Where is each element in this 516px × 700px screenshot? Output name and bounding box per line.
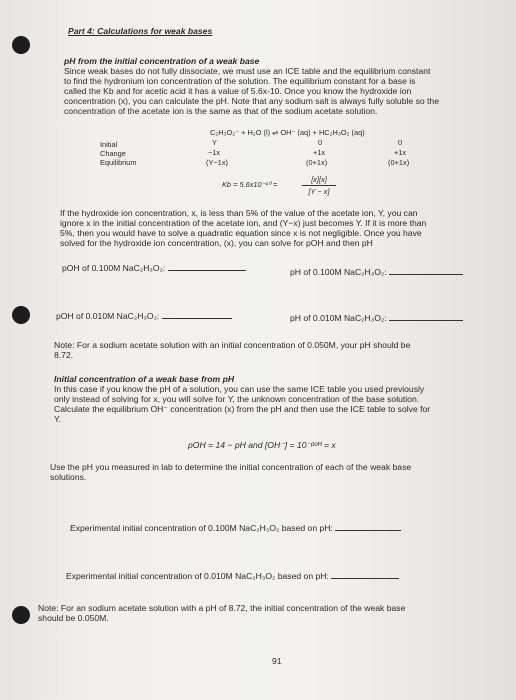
- paragraph-line: solutions.: [50, 472, 87, 482]
- paragraph-line: In this case if you know the pH of a solution, you can use the same ICE table you used previously: [54, 384, 425, 394]
- note-line: 8.72.: [54, 350, 74, 360]
- question-ph-0010: [290, 312, 463, 324]
- paragraph-line: Since weak bases do not fully dissociate, we must use an ICE table and the equilibrium constant: [64, 66, 431, 76]
- paragraph-line: concentration (x), you can calculate the pH. Note that any sodium salt is always fully soluble so the: [64, 96, 439, 106]
- note-line: Note: For an sodium acetate solution with a pH of 8.72, the initial concentration of the weak base: [38, 603, 406, 613]
- ice-cell: (Y−1x): [206, 158, 228, 167]
- ice-row-label: Change: [100, 149, 126, 158]
- binder-hole-middle: [12, 306, 30, 324]
- binder-hole-top: [12, 36, 30, 54]
- question-label: pH of 0.100M NaC₂H₃O₂:: [290, 267, 387, 277]
- paragraph-line: to find the hydronium ion concentration of the solution. The equilibrium constant for a base is: [64, 76, 416, 86]
- ice-cell: (0+1x): [306, 158, 328, 167]
- ice-row-label: Equilibrium: [100, 158, 137, 167]
- answer-blank-poh-0010[interactable]: [162, 310, 232, 319]
- ice-row-label: Initial: [100, 140, 118, 149]
- section-heading-initial-conc: Initial concentration of a weak base from pH: [54, 374, 235, 384]
- ice-cell: +1x: [394, 148, 407, 157]
- question-poh-0100: [62, 262, 246, 274]
- ice-cell: +1x: [313, 148, 326, 157]
- kb-denominator: [Y − x]: [308, 187, 330, 196]
- question-label: pOH of 0.010M NaC₂H₃O₂:: [56, 311, 160, 321]
- part-title: Part 4: Calculations for weak bases: [68, 26, 213, 36]
- kb-expression: Kb = 5.6x10⁻¹⁰ =: [222, 180, 278, 189]
- answer-blank-ph-0010[interactable]: [389, 312, 463, 321]
- page-number: 91: [272, 656, 282, 666]
- ice-cell: 0: [318, 138, 323, 147]
- paragraph-line: Y.: [54, 414, 62, 424]
- paragraph-line: 5%, then you would have to solve a quadratic equation since x is not negligible. Once you have: [60, 228, 422, 238]
- paragraph-line: only instead of solving for x, you will solve for Y, the unknown concentration of the base solution.: [54, 394, 420, 404]
- ice-cell: Y: [212, 138, 217, 147]
- answer-blank-exp-0100[interactable]: [335, 522, 401, 531]
- answer-blank-exp-0010[interactable]: [331, 570, 399, 579]
- ice-cell: −1x: [208, 148, 221, 157]
- paragraph-line: Use the pH you measured in lab to determine the initial concentration of each of the weak base: [50, 462, 412, 472]
- kb-numerator: [x][x]: [311, 175, 327, 184]
- answer-blank-ph-0100[interactable]: [389, 266, 463, 275]
- question-exp-0100: [70, 522, 401, 534]
- question-exp-0010: [66, 570, 399, 582]
- paragraph-line: Calculate the equilibrium OH⁻ concentration (x) from the pH and then use the ICE table to solve for: [54, 404, 431, 414]
- ice-cell: 0: [398, 138, 403, 147]
- question-label: Experimental initial concentration of 0.010M NaC₂H₃O₂ based on pH:: [66, 571, 329, 581]
- ice-cell: (0+1x): [388, 158, 410, 167]
- paragraph-line: ignore x in the initial concentration of the acetate ion, and (Y−x) just becomes Y. If it is more than: [60, 218, 427, 228]
- note-line: should be 0.050M.: [38, 613, 109, 623]
- kb-fraction-bar: [302, 185, 336, 186]
- poh-formula: pOH = 14 − pH and [OH⁻] = 10⁻ᵖᵒᴴ = x: [188, 440, 336, 450]
- binder-hole-bottom: [12, 606, 30, 624]
- paragraph-line: concentration of the acetate ion is the same as that of the sodium acetate solution.: [64, 106, 378, 116]
- section-heading-ph: pH from the initial concentration of a weak base: [64, 56, 260, 66]
- ice-equation: C₂H₃O₂⁻ + H₂O (l) ⇌ OH⁻ (aq) + HC₂H₃O₂ (aq): [210, 128, 365, 137]
- note-line: Note: For a sodium acetate solution with an initial concentration of 0.050M, your pH should be: [54, 340, 411, 350]
- answer-blank-poh-0100[interactable]: [168, 262, 246, 271]
- paragraph-line: called the Kb and for acetic acid it has a value of 5.6x-10. Once you know the hydroxide ion: [64, 86, 412, 96]
- question-ph-0100: [290, 266, 463, 278]
- question-label: pH of 0.010M NaC₂H₃O₂:: [290, 313, 387, 323]
- question-label: pOH of 0.100M NaC₂H₃O₂:: [62, 263, 166, 273]
- question-poh-0010: [56, 310, 232, 322]
- paragraph-line: If the hydroxide ion concentration, x, is less than 5% of the value of the acetate ion, Y, you can: [60, 208, 418, 218]
- question-label: Experimental initial concentration of 0.100M NaC₂H₃O₂ based on pH:: [70, 523, 333, 533]
- paragraph-line: solved for the hydroxide ion concentration, (x), you can solve for pOH and then pH: [60, 238, 373, 248]
